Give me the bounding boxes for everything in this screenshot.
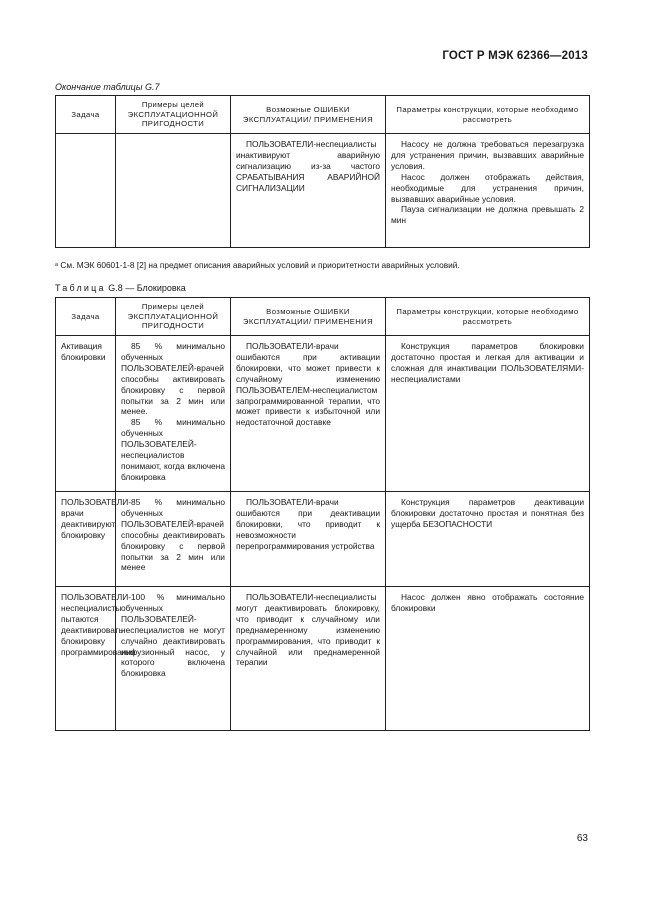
- cell-error: ПОЛЬЗОВАТЕЛИ-врачи ошибаются при активации блокировки, что может привести к случайному изменению ПОЛЬЗОВАТЕЛЕМ-неспециалистом запрограммированной терапии, что может привести к избыточной или недостаточной доставке: [231, 336, 386, 492]
- col-header-errors: Возможные ОШИБКИ ЭКСПЛУАТАЦИИ/ ПРИМЕНЕНИЯ: [231, 298, 386, 336]
- col-header-params: Параметры конструкции, которые необходимо рассмотреть: [386, 96, 590, 134]
- col-header-params: Параметры конструкции, которые необходимо рассмотреть: [386, 298, 590, 336]
- table-row: [56, 492, 590, 587]
- table-g8: [55, 297, 590, 731]
- cell-task: ПОЛЬЗОВАТЕЛИ-врачи деактивируют блокировку: [56, 492, 116, 587]
- table-row: [56, 336, 590, 492]
- cell-params: Конструкция параметров деактивации блокировки достаточно простая и понятная без ущерба БЕЗОПАСНОСТИ: [386, 492, 590, 587]
- table-g7: [55, 95, 590, 248]
- col-header-task: Задача: [56, 96, 116, 134]
- cell-goals: 85 % минимально обученных ПОЛЬЗОВАТЕЛЕЙ-врачей способны активировать блокировку с первой попытки за 2 мин или менее. 85 % минимально обученных ПОЛЬЗОВАТЕЛЕЙ-неспециалистов понимают, когда включена блокировка: [116, 336, 231, 492]
- table-g7-header-row: [56, 96, 590, 134]
- cell-task: Активация блокировки: [56, 336, 116, 492]
- table-g8-caption: [55, 283, 186, 293]
- cell-error: ПОЛЬЗОВАТЕЛИ-врачи ошибаются при деактивации блокировки, что приводит к невозможности перепрограммирования устройства: [231, 492, 386, 587]
- caption-label: Таблица: [55, 283, 106, 293]
- caption-title: G.8 — Блокировка: [108, 283, 186, 293]
- table-g7-caption: Окончание таблицы G.7: [55, 82, 160, 92]
- col-header-task: Задача: [56, 298, 116, 336]
- cell-task: ПОЛЬЗОВАТЕЛИ-неспециалисты пытаются деактивировать блокировку программирования: [56, 587, 116, 731]
- col-header-errors: Возможные ОШИБКИ ЭКСПЛУАТАЦИИ/ ПРИМЕНЕНИЯ: [231, 96, 386, 134]
- cell-params: Насосу не должна требоваться перезагрузка для устранения причин, вызвавших аварийные условия. Насос должен отображать действия, необходимые для устранения причин, вызвавших аварийные условия. Пауза сигнализации не должна превышать 2 мин: [386, 134, 590, 248]
- cell-goals: 85 % минимально обученных ПОЛЬЗОВАТЕЛЕЙ-врачей способны деактивировать блокировку с первой попытки за 2 мин или менее: [116, 492, 231, 587]
- table-g7-footnote: ᵃ См. МЭК 60601-1-8 [2] на предмет описания аварийных условий и приоритетности аварийных условий.: [55, 260, 460, 270]
- cell-params: Конструкция параметров блокировки достаточно простая и легкая для активации и сложная для инактивации ПОЛЬЗОВАТЕЛЯМИ-неспециалистами: [386, 336, 590, 492]
- cell-params: Насос должен явно отображать состояние блокировки: [386, 587, 590, 731]
- cell-error: ПОЛЬЗОВАТЕЛИ-неспециалисты могут деактивировать блокировку, что приводит к случайному или преднамеренному изменению программирования, что приводит к случайной или преднамеренной терапии: [231, 587, 386, 731]
- document-id: ГОСТ Р МЭК 62366—2013: [442, 50, 588, 62]
- table-g8-header-row: [56, 298, 590, 336]
- page-number: 63: [576, 833, 588, 844]
- table-row: [56, 134, 590, 248]
- cell-error: ПОЛЬЗОВАТЕЛИ-неспециалисты инактивируют аварийную сигнализацию из-за частого СРАБАТЫВАНИЯ АВАРИЙНОЙ СИГНАЛИЗАЦИИ: [231, 134, 386, 248]
- cell-goal: [116, 134, 231, 248]
- cell-task: [56, 134, 116, 248]
- cell-goals: 100 % минимально обученных ПОЛЬЗОВАТЕЛЕЙ-неспециалистов не могут случайно деактивировать инфузионный насос, у которого включена блокировка: [116, 587, 231, 731]
- col-header-goals: Примеры целей ЭКСПЛУАТАЦИОННОЙ ПРИГОДНОСТИ: [116, 96, 231, 134]
- table-row: [56, 587, 590, 731]
- col-header-goals: Примеры целей ЭКСПЛУАТАЦИОННОЙ ПРИГОДНОСТИ: [116, 298, 231, 336]
